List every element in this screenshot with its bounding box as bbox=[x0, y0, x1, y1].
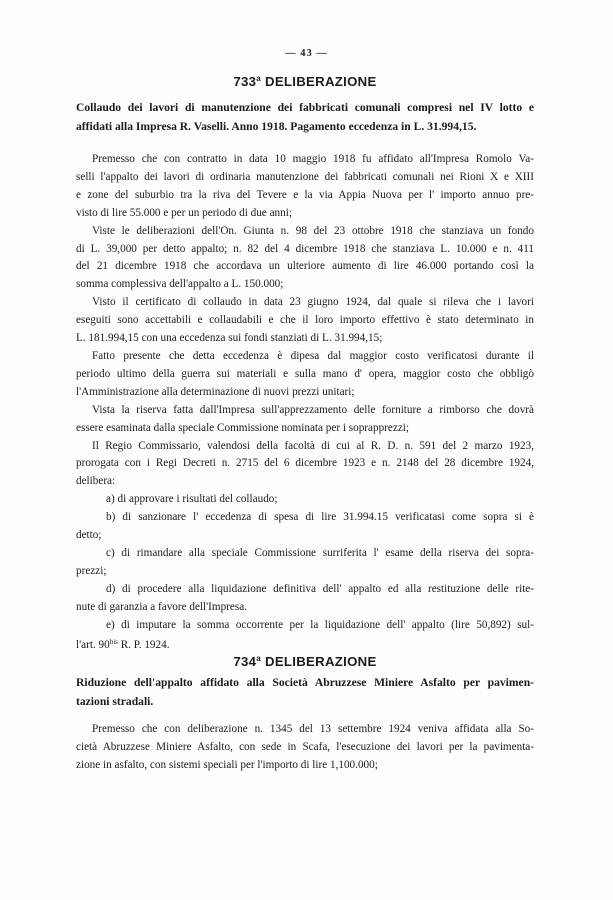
list-item: c) di rimandare alla speciale Commissione surriferita l' esame della riserva dei sopra- bbox=[106, 546, 534, 559]
paragraph-line: Fatto presente che detta eccedenza è dipesa dal maggior costo verificatosi durante il bbox=[92, 349, 534, 362]
paragraph-line: periodo ultimo della guerra sui materiali e sulla mano d' opera, maggior costo che obbligò bbox=[76, 367, 534, 380]
paragraph-line: selli l'appalto dei lavori di ordinaria manutenzione dei fabbricati comunali nei Rioni X e XIII bbox=[76, 170, 534, 183]
deliberation-733-subject bbox=[76, 98, 534, 136]
deliberation-734-subject bbox=[76, 673, 534, 711]
paragraph-line: cietà Abruzzese Miniere Asfalto, con sede in Scafa, l'esecuzione dei lavori per la pavimenta- bbox=[76, 740, 534, 753]
article-ref-tail: R. P. 1924. bbox=[117, 639, 170, 652]
deliberation-number: 733 bbox=[233, 74, 257, 89]
list-item: a) di approvare i risultati del collaudo; bbox=[106, 493, 278, 506]
paragraph-line: del 21 dicembre 1918 che accordava un ulteriore aumento di lire 46.000 portando così la bbox=[76, 260, 534, 273]
paragraph-line: Vista la riserva fatta dall'Impresa sull'apprezzamento delle forniture a rimborso che dovrà bbox=[92, 403, 534, 416]
deliberation-number-superscript: a bbox=[256, 654, 262, 663]
deliberation-734-body bbox=[76, 721, 534, 775]
subject-line: Collaudo dei lavori di manutenzione dei fabbricati comunali compresi nel IV lotto e bbox=[76, 101, 534, 114]
list-item-continuation: detto; bbox=[76, 529, 102, 542]
deliberation-733-heading bbox=[76, 70, 534, 91]
article-ref: l'art. 90 bbox=[76, 639, 110, 652]
paragraph-line: Viste le deliberazioni dell'On. Giunta n. 98 del 23 ottobre 1918 che stanziava un fondo bbox=[92, 224, 534, 237]
paragraph-line: zione in asfalto, con sistemi speciali per l'importo di lire 1,100.000; bbox=[76, 758, 378, 771]
subject-line: Riduzione dell'appalto affidato alla Società Abruzzese Miniere Asfalto per pavimen- bbox=[76, 676, 534, 689]
deliberation-734-heading bbox=[76, 650, 534, 671]
paragraph-line: visto di lire 55.000 e per un periodo di due anni; bbox=[76, 206, 292, 219]
subject-line: affidati alla Impresa R. Vaselli. Anno 1918. Pagamento eccedenza in L. 31.994,15. bbox=[76, 120, 477, 133]
paragraph-line: e zone del suburbio tra la riva del Tevere e la via Appia Nuova per l' importo annuo pre- bbox=[76, 188, 534, 201]
paragraph-line: prorogata con i Regi Decreti n. 2715 del 6 dicembre 1923 e n. 2148 del 28 dicembre 1924, bbox=[76, 457, 534, 470]
list-item-continuation: nute di garanzia a favore dell'Impresa. bbox=[76, 600, 247, 613]
page-number: — 43 — bbox=[285, 48, 328, 59]
paragraph-line: Il Regio Commissario, valendosi della facoltà di cui al R. D. n. 591 del 2 marzo 1923, bbox=[92, 439, 534, 452]
paragraph-line: essere esaminata dalla speciale Commissione nominata per i soprapprezzi; bbox=[76, 421, 410, 434]
paragraph-line: L. 181.994,15 con una eccedenza sui fondi stanziati di L. 31.994,15; bbox=[76, 332, 383, 345]
paragraph-line: Premesso che con contratto in data 10 maggio 1918 fu affidato all'Impresa Romolo Va- bbox=[92, 153, 534, 165]
paragraph-line: Premesso che con deliberazione n. 1345 del 13 settembre 1924 veniva affidata alla So- bbox=[92, 723, 534, 735]
paragraph-line: delibera: bbox=[76, 475, 116, 488]
deliberation-title: DELIBERAZIONE bbox=[265, 74, 377, 89]
paragraph-line: eseguiti sono accettabili e collaudabili e che il loro importo effettivo è stato determinato in bbox=[76, 314, 534, 327]
article-bis-superscript: bis bbox=[109, 638, 118, 647]
deliberation-title: DELIBERAZIONE bbox=[265, 654, 377, 669]
paragraph-line: di L. 39,000 per detto appalto; n. 82 del 4 dicembre 1918 che stanziava L. 10.000 e n. 411 bbox=[76, 242, 534, 255]
deliberation-number: 734 bbox=[233, 654, 257, 669]
subject-line: tazioni stradali. bbox=[76, 695, 154, 708]
list-item: b) di sanzionare l' eccedenza di spesa di lire 31.994.15 verificatasi come sopra si è bbox=[106, 511, 534, 524]
paragraph-line: Visto il certificato di collaudo in data 23 giugno 1924, dal quale si rileva che i lavori bbox=[92, 296, 534, 309]
deliberation-733-body bbox=[76, 151, 534, 655]
list-item: e) di imputare la somma occorrente per la liquidazione dell' appalto (lire 50,892) sul- bbox=[106, 618, 534, 631]
list-item-continuation: prezzi; bbox=[76, 564, 107, 577]
paragraph-line: l'Amministrazione alla determinazione di nuovi prezzi unitari; bbox=[76, 385, 355, 398]
list-item: d) di procedere alla liquidazione definitiva dell' appalto ed alla restituzione delle rite- bbox=[106, 582, 534, 595]
deliberation-number-superscript: a bbox=[256, 74, 262, 83]
paragraph-line: somma complessiva dell'appalto a L. 150.000; bbox=[76, 278, 284, 291]
